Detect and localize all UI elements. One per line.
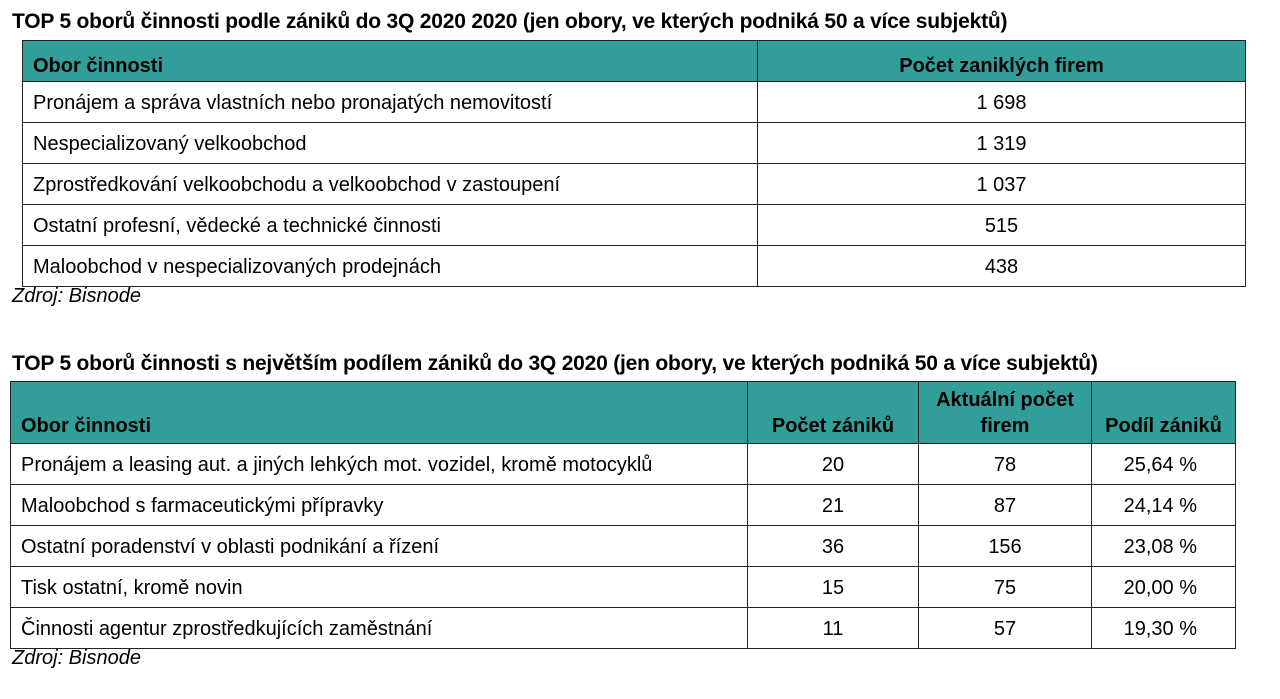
cell-share: 25,64 %: [1092, 444, 1236, 485]
column-header-deaths: Počet zániků: [748, 382, 919, 444]
cell-sector: Činnosti agentur zprostředkujících zaměstnání: [11, 608, 748, 649]
table-header-row: [11, 382, 1236, 444]
cell-share: 23,08 %: [1092, 526, 1236, 567]
cell-share: 20,00 %: [1092, 567, 1236, 608]
cell-deaths: 15: [748, 567, 919, 608]
table-row: [23, 82, 1246, 123]
cell-deaths: 36: [748, 526, 919, 567]
cell-current-firms: 75: [919, 567, 1092, 608]
table-row: [23, 205, 1246, 246]
cell-current-firms: 87: [919, 485, 1092, 526]
column-header-sector: Obor činnosti: [23, 41, 758, 82]
column-header-share: Podíl zániků: [1092, 382, 1236, 444]
table-row: [11, 567, 1236, 608]
table-header-row: [23, 41, 1246, 82]
cell-sector: Zprostředkování velkoobchodu a velkoobchod v zastoupení: [23, 164, 758, 205]
cell-current-firms: 57: [919, 608, 1092, 649]
table-row: [23, 164, 1246, 205]
cell-current-firms: 78: [919, 444, 1092, 485]
table2-title: TOP 5 oborů činnosti s největším podílem zániků do 3Q 2020 (jen obory, ve kterých podniká 50 a více subjektů): [12, 352, 1098, 375]
cell-sector: Maloobchod s farmaceutickými přípravky: [11, 485, 748, 526]
table1-title: TOP 5 oborů činnosti podle zániků do 3Q 2020 2020 (jen obory, ve kterých podniká 50 a více subjektů): [12, 10, 1008, 33]
table-row: [11, 526, 1236, 567]
cell-count: 1 037: [758, 164, 1246, 205]
cell-sector: Pronájem a správa vlastních nebo pronajatých nemovitostí: [23, 82, 758, 123]
cell-sector: Ostatní profesní, vědecké a technické činnosti: [23, 205, 758, 246]
table-row: [23, 246, 1246, 287]
cell-count: 515: [758, 205, 1246, 246]
table-row: [11, 485, 1236, 526]
cell-sector: Pronájem a leasing aut. a jiných lehkých mot. vozidel, kromě motocyklů: [11, 444, 748, 485]
cell-deaths: 11: [748, 608, 919, 649]
cell-share: 24,14 %: [1092, 485, 1236, 526]
cell-sector: Nespecializovaný velkoobchod: [23, 123, 758, 164]
table-row: [11, 608, 1236, 649]
column-header-sector: Obor činnosti: [11, 382, 748, 444]
cell-count: 1 319: [758, 123, 1246, 164]
cell-current-firms: 156: [919, 526, 1092, 567]
table1-source: Zdroj: Bisnode: [12, 285, 141, 307]
cell-deaths: 20: [748, 444, 919, 485]
cell-sector: Ostatní poradenství v oblasti podnikání a řízení: [11, 526, 748, 567]
column-header-count: Počet zaniklých firem: [758, 41, 1246, 82]
table-row: [11, 444, 1236, 485]
cell-count: 438: [758, 246, 1246, 287]
cell-deaths: 21: [748, 485, 919, 526]
cell-sector: Maloobchod v nespecializovaných prodejnách: [23, 246, 758, 287]
deaths-by-sector-table: [22, 40, 1246, 287]
cell-sector: Tisk ostatní, kromě novin: [11, 567, 748, 608]
cell-count: 1 698: [758, 82, 1246, 123]
cell-share: 19,30 %: [1092, 608, 1236, 649]
death-share-by-sector-table: [10, 381, 1236, 649]
table-row: [23, 123, 1246, 164]
column-header-current-firms: Aktuální počet firem: [919, 382, 1092, 444]
table2-source: Zdroj: Bisnode: [12, 647, 141, 669]
